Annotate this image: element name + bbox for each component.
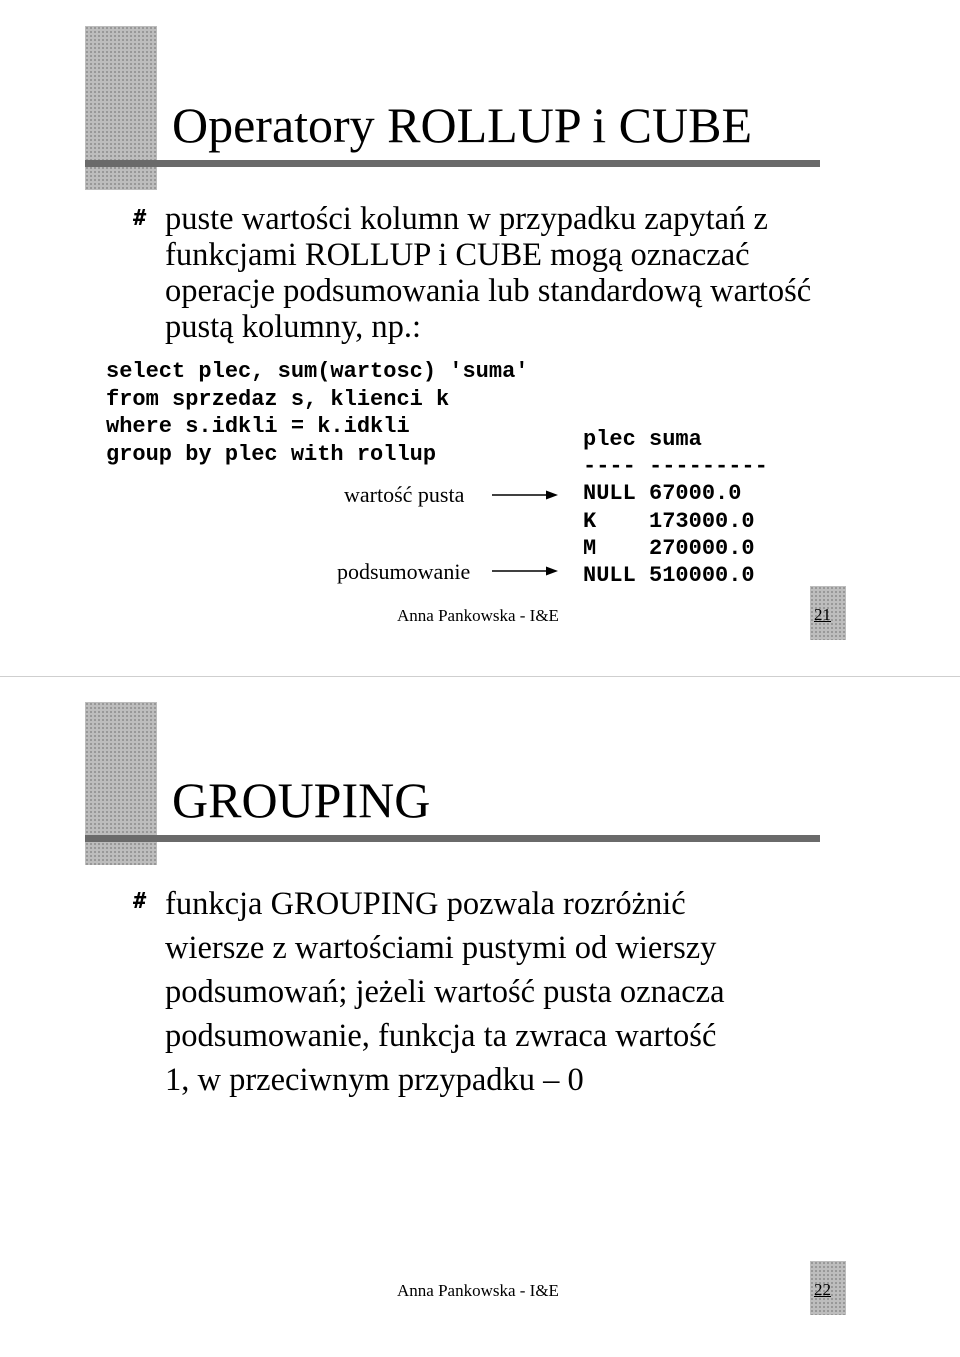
arrow-to-summary-row <box>492 567 558 576</box>
bullet-line: podsumowań; jeżeli wartość pusta oznacza <box>165 974 725 1010</box>
slide-title: GROUPING <box>172 772 431 828</box>
footer-author: Anna Pankowska - I&E <box>397 1281 559 1300</box>
code-line: select plec, sum(wartosc) 'suma' <box>106 359 529 384</box>
page-number: 22 <box>814 1280 831 1299</box>
title-underline <box>85 835 820 842</box>
label-empty-value: wartość pusta <box>344 482 465 507</box>
bullet-line: operacje podsumowania lub standardową wartość <box>165 273 812 309</box>
slide-22 <box>0 678 960 1357</box>
title-underline <box>85 160 820 167</box>
result-separator: ---- --------- <box>583 454 768 480</box>
sql-code-block <box>106 358 528 468</box>
result-row: M 270000.0 <box>583 535 755 561</box>
label-summary: podsumowanie <box>337 559 471 584</box>
bullet-line: wiersze z wartościami pustymi od wierszy <box>165 930 717 966</box>
code-line: where s.idkli = k.idkli <box>106 414 410 439</box>
result-row: NULL 67000.0 <box>583 481 742 507</box>
bullet-hash-icon: # <box>133 206 147 231</box>
result-header: plec suma <box>583 427 702 452</box>
arrow-to-null-row <box>492 491 558 500</box>
bullet-line: podsumowanie, funkcja ta zwraca wartość <box>165 1018 717 1054</box>
bullet-text <box>165 201 811 345</box>
footer-author: Anna Pankowska - I&E <box>397 606 559 625</box>
bullet-line: puste wartości kolumn w przypadku zapytań z <box>165 201 768 237</box>
result-row: K 173000.0 <box>583 508 755 534</box>
bullet-hash-icon: # <box>133 889 147 914</box>
slide-title: Operatory ROLLUP i CUBE <box>172 97 753 153</box>
page-number: 21 <box>814 605 831 624</box>
query-result-table <box>583 426 768 589</box>
bullet-line: pustą kolumny, np.: <box>165 309 422 345</box>
slide-21 <box>0 0 960 676</box>
code-line: group by plec with rollup <box>106 441 437 467</box>
code-line: from sprzedaz s, klienci k <box>106 386 450 412</box>
bullet-line: 1, w przeciwnym przypadku – 0 <box>165 1062 584 1098</box>
bullet-line: funkcja GROUPING pozwala rozróżnić <box>165 886 686 922</box>
bullet-text <box>165 882 725 1102</box>
bullet-line: funkcjami ROLLUP i CUBE mogą oznaczać <box>165 237 750 273</box>
page-separator <box>0 676 960 677</box>
result-row: NULL 510000.0 <box>583 563 755 589</box>
